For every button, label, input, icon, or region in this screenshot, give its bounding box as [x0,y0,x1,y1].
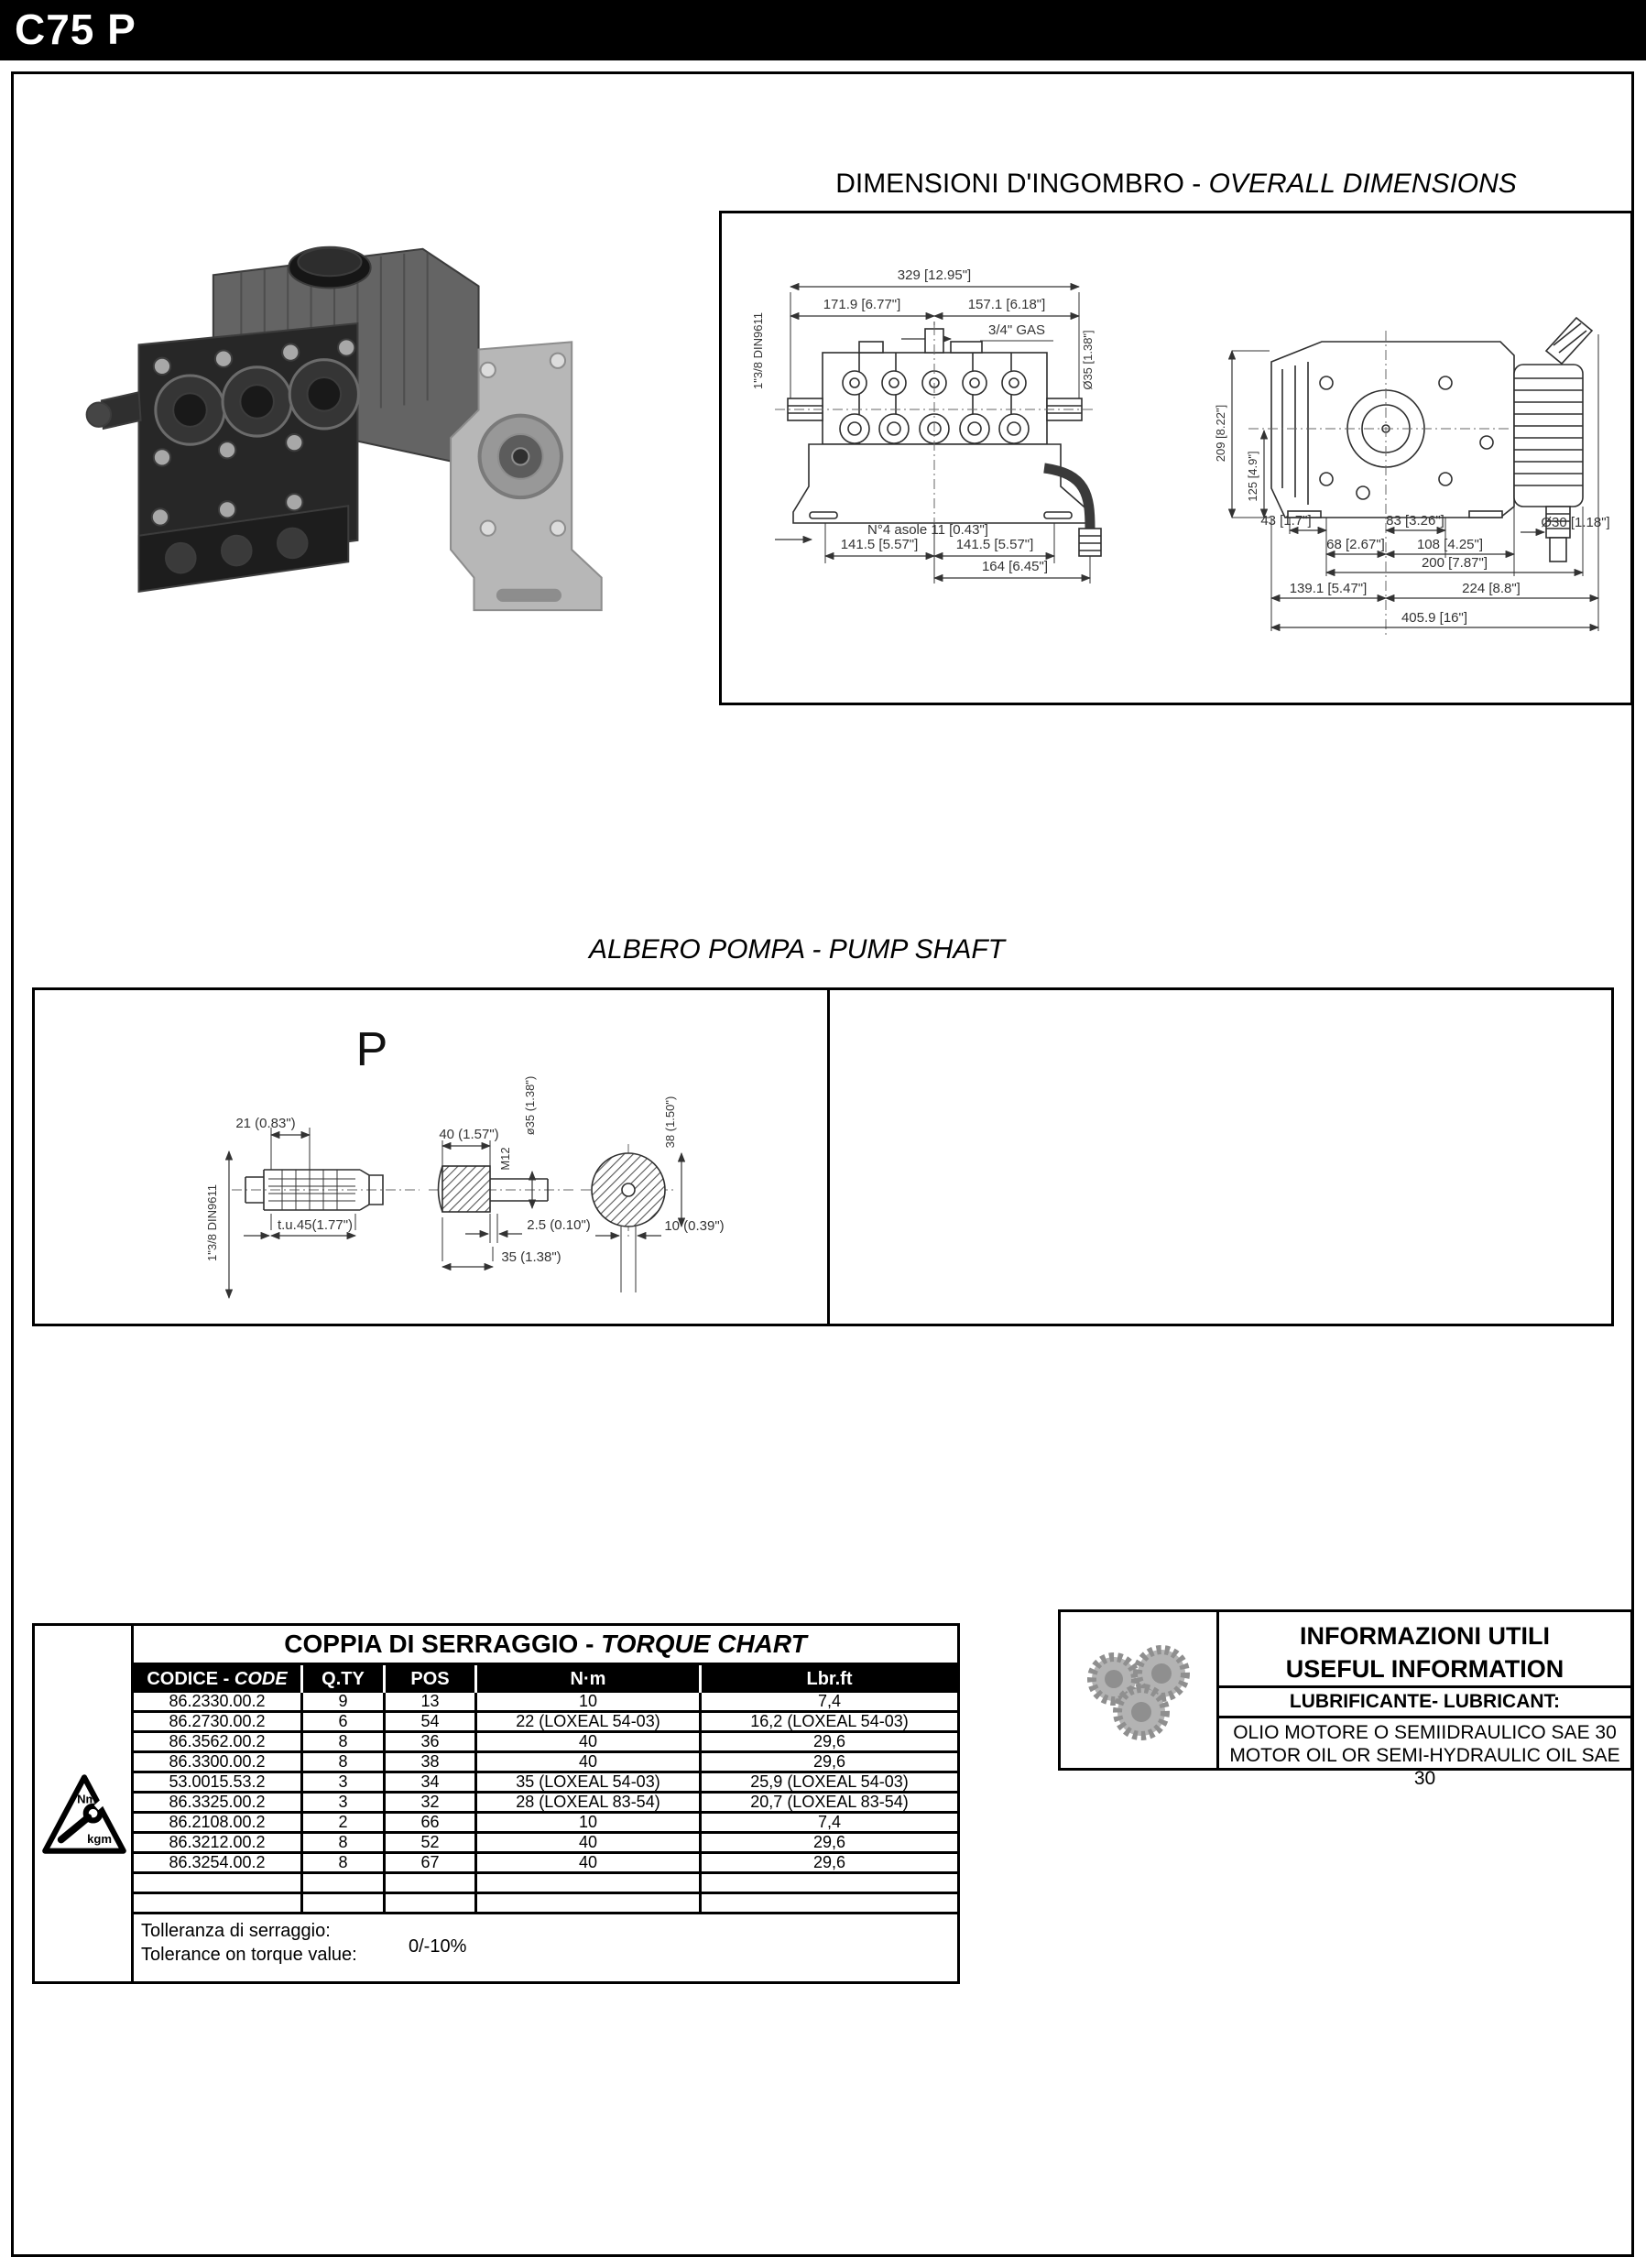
torque-warning-icon [40,1772,128,1862]
warning-unit-bottom: kgm [87,1831,113,1846]
torque-table-title [134,1626,957,1665]
torque-cell-qty: 8 [300,1733,383,1750]
dim-label: Ø30 [1.18"] [1541,515,1610,530]
torque-cell-code: 86.3325.00.2 [169,1794,266,1811]
torque-cell-lbft: 29,6 [699,1834,957,1851]
dim-label: 405.9 [16"] [1401,610,1468,626]
torque-cell-nm: 40 [474,1753,699,1771]
pump-photo [50,218,618,649]
page-title: C75 P [15,5,136,53]
torque-cell-nm: 10 [474,1814,699,1831]
overall-dimensions-title [719,169,1633,200]
dim-label: t.u.45(1.77") [277,1217,354,1233]
dimension-drawings [722,213,1630,703]
torque-cell-nm: 22 (LOXEAL 54-03) [474,1713,699,1730]
column-header: N·m [474,1665,699,1693]
torque-cell-lbft: 29,6 [699,1733,957,1750]
dim-label: 141.5 [5.57"] [955,537,1034,552]
dim-label: 83 [3.26"] [1386,513,1444,529]
column-header: Lbr.ft [699,1665,957,1693]
dim-label: 125 [4.9"] [1246,451,1259,502]
lubricant-spec-italian: OLIO MOTORE O SEMIIDRAULICO SAE 30 [1233,1722,1617,1743]
table-row [134,1733,957,1753]
dim-label: 10 (0.39") [664,1218,725,1234]
dim-label: 164 [6.45"] [981,559,1049,574]
dim-label: 1"3/8 DIN9611 [205,1184,219,1261]
info-icon-cell [1061,1612,1219,1768]
title-italian: ALBERO POMPA - [589,934,829,965]
torque-cell-lbft: 29,6 [699,1753,957,1771]
shaft-drawing [35,990,824,1324]
title-english: OVERALL DIMENSIONS [1208,169,1517,199]
torque-cell-nm: 35 (LOXEAL 54-03) [474,1773,699,1791]
torque-cell-code: 86.3212.00.2 [169,1834,266,1851]
pump-body [87,247,479,592]
dim-label: 2.5 (0.10") [527,1217,591,1233]
torque-cell-lbft [699,1894,957,1912]
torque-cell-lbft: 7,4 [699,1693,957,1710]
table-row [134,1753,957,1773]
torque-cell-pos: 34 [383,1773,474,1791]
torque-cell-pos: 67 [383,1854,474,1871]
info-title-english: USEFUL INFORMATION [1285,1655,1564,1683]
torque-table-body [134,1693,957,1914]
torque-cell-lbft: 25,9 (LOXEAL 54-03) [699,1773,957,1791]
torque-chart-box [32,1623,960,1984]
side-view-drawing [1214,318,1610,635]
title-english: TORQUE CHART [601,1630,807,1658]
torque-cell-pos: 66 [383,1814,474,1831]
table-row [134,1713,957,1733]
overall-dimensions-box [719,211,1633,705]
torque-cell-code: 86.2330.00.2 [169,1693,266,1710]
dim-label: 171.9 [6.77"] [823,297,901,312]
lubricant-spec [1219,1718,1630,1790]
torque-cell-lbft: 16,2 (LOXEAL 54-03) [699,1713,957,1730]
torque-cell-qty: 3 [300,1773,383,1791]
threaded-end-view [429,1076,591,1267]
warning-unit-top: Nm [77,1792,97,1806]
torque-warning-cell [35,1626,134,1981]
torque-cell-code: 86.3562.00.2 [169,1733,266,1750]
table-row [134,1794,957,1814]
torque-cell-qty: 2 [300,1814,383,1831]
pump-illustration [50,218,618,649]
torque-cell-lbft: 20,7 (LOXEAL 83-54) [699,1794,957,1811]
dim-label: 35 (1.38") [501,1249,561,1265]
lubricant-label: LUBRIFICANTE- LUBRICANT: [1219,1688,1630,1718]
torque-cell-code: 86.2108.00.2 [169,1814,266,1831]
dim-label: M12 [498,1147,512,1171]
torque-cell-lbft: 7,4 [699,1814,957,1831]
useful-information-box [1058,1609,1633,1789]
dim-label: 40 (1.57") [439,1127,499,1142]
front-view-drawing [751,267,1101,583]
column-header: POS [383,1665,474,1693]
torque-cell-nm: 40 [474,1854,699,1871]
table-row [134,1874,957,1894]
torque-cell-code: 86.3254.00.2 [169,1854,266,1871]
torque-cell-code [134,1894,300,1912]
section-view [581,1096,725,1292]
torque-cell-nm: 10 [474,1693,699,1710]
torque-table-header [134,1665,957,1693]
tolerance-label-italian: Tolleranza di serraggio: [141,1921,331,1941]
torque-cell-pos: 32 [383,1794,474,1811]
header-bar [0,0,1646,60]
torque-cell-qty [300,1874,383,1892]
title-italian: DIMENSIONI D'INGOMBRO - [835,169,1209,199]
dim-label: 21 (0.83") [235,1116,296,1131]
dim-label: 224 [8.8"] [1462,581,1521,596]
dim-label: ø35 (1.38") [523,1075,537,1136]
table-row [134,1814,957,1834]
torque-cell-qty [300,1894,383,1912]
torque-cell-nm: 40 [474,1733,699,1750]
lubricant-spec-english: MOTOR OIL OR SEMI-HYDRAULIC OIL SAE 30 [1229,1745,1620,1789]
table-row [134,1693,957,1713]
torque-cell-nm: 40 [474,1834,699,1851]
pump-shaft-box [32,987,1614,1326]
dim-label: N°4 asole 11 [0.43"] [867,522,988,538]
info-content [1219,1612,1630,1789]
table-row [134,1834,957,1854]
info-title-italian: INFORMAZIONI UTILI [1300,1622,1550,1650]
torque-cell-code [134,1874,300,1892]
torque-cell-pos: 38 [383,1753,474,1771]
torque-cell-pos: 36 [383,1733,474,1750]
tolerance-label-english: Tolerance on torque value: [141,1945,357,1965]
shaft-drawing-cell [35,990,827,1324]
dim-label: Ø35 [1.38"] [1081,330,1095,390]
dim-label: 3/4" GAS [987,322,1046,338]
dim-label: 209 [8.22"] [1214,404,1227,463]
dim-label: 157.1 [6.18"] [967,297,1046,312]
dim-label: 43 [1.7"] [1260,513,1312,529]
torque-cell-qty: 3 [300,1794,383,1811]
torque-cell-code: 86.2730.00.2 [169,1713,266,1730]
torque-table [134,1626,957,1981]
torque-cell-code: 53.0015.53.2 [169,1773,266,1791]
torque-cell-pos: 54 [383,1713,474,1730]
dim-label: 139.1 [5.47"] [1289,581,1368,596]
torque-table-footer [134,1914,957,1981]
torque-cell-qty: 9 [300,1693,383,1710]
dim-label: 200 [7.87"] [1421,555,1488,571]
torque-cell-pos [383,1874,474,1892]
spline-end-view [205,1116,420,1298]
torque-cell-qty: 8 [300,1753,383,1771]
gears-icon [1070,1635,1207,1745]
dim-label: 141.5 [5.57"] [840,537,919,552]
dim-label: 108 [4.25"] [1416,537,1484,552]
shaft-empty-cell [827,990,1611,1324]
table-row [134,1854,957,1874]
torque-cell-pos: 13 [383,1693,474,1710]
torque-cell-lbft [699,1874,957,1892]
torque-cell-qty: 8 [300,1834,383,1851]
torque-cell-code: 86.3300.00.2 [169,1753,266,1771]
column-header: CODICE - CODE [147,1669,288,1689]
tolerance-value: 0/-10% [409,1936,467,1957]
dim-label: 329 [12.95"] [897,267,972,283]
torque-cell-lbft: 29,6 [699,1854,957,1871]
column-header: Q.TY [300,1665,383,1693]
shaft-variant-label: P [355,1023,388,1076]
torque-cell-pos [383,1894,474,1912]
torque-cell-pos: 52 [383,1834,474,1851]
torque-cell-nm: 28 (LOXEAL 83-54) [474,1794,699,1811]
torque-cell-nm [474,1874,699,1892]
torque-cell-qty: 8 [300,1854,383,1871]
dim-label: 38 (1.50") [663,1096,677,1149]
torque-cell-qty: 6 [300,1713,383,1730]
pump-shaft-title [293,934,1301,965]
title-english: PUMP SHAFT [828,934,1005,965]
info-title [1219,1612,1630,1688]
torque-cell-nm [474,1894,699,1912]
dim-label: 1"3/8 DIN9611 [751,312,765,389]
dim-label: 68 [2.67"] [1326,537,1385,552]
table-row [134,1894,957,1914]
title-italian: COPPIA DI SERRAGGIO - [284,1630,602,1658]
table-row [134,1773,957,1794]
